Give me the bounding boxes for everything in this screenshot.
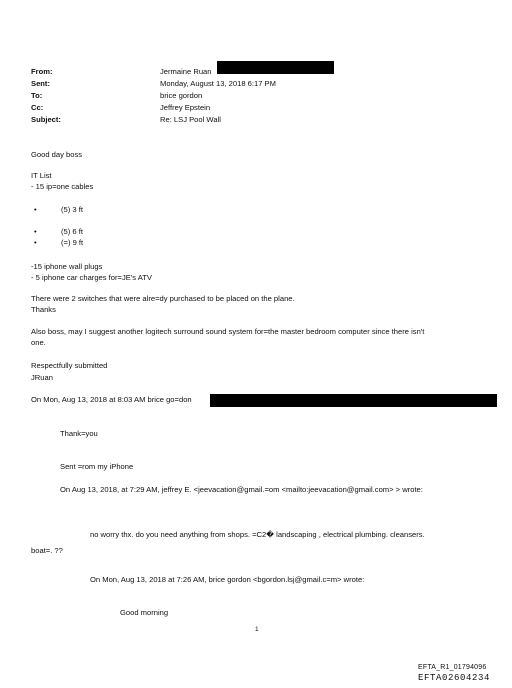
to-value: brice gordon bbox=[160, 91, 203, 100]
switches-line: There were 2 switches that were alre=dy purchased to be placed on the plane. bbox=[31, 294, 295, 303]
bates-number-small: EFTA_R1_01794096 bbox=[418, 664, 487, 671]
list-item-chargers: - 5 iphone car charges for=JE's ATV bbox=[31, 273, 152, 282]
quote2-header: On Aug 13, 2018, at 7:29 AM, jeffrey E. <jeevacation@gmail.=om <mailto:jeevacation@gmail.com> > wrote: bbox=[60, 485, 423, 494]
subject-value: Re: LSJ Pool Wall bbox=[160, 115, 221, 124]
redaction-block bbox=[210, 394, 497, 407]
bullet-icon: • bbox=[34, 205, 37, 214]
sub-item: (5) 6 ft bbox=[61, 227, 83, 236]
list-item-cables: - 15 ip=one cables bbox=[31, 182, 94, 191]
sub-item: (=) 9 ft bbox=[61, 238, 84, 247]
quote2-line-2: boat=. ?? bbox=[31, 546, 63, 555]
list-item-plugs: -15 iphone wall plugs bbox=[31, 262, 103, 271]
thanks-line: Thanks bbox=[31, 305, 56, 314]
subject-label: Subject: bbox=[31, 115, 61, 124]
cc-label: Cc: bbox=[31, 103, 44, 112]
to-label: To: bbox=[31, 91, 43, 100]
it-list-title: IT List bbox=[31, 171, 52, 180]
quote1-sent-from: Sent =rom my iPhone bbox=[60, 462, 134, 471]
bullet-icon: • bbox=[34, 227, 37, 236]
from-label: From: bbox=[31, 67, 53, 76]
quote3-body: Good morning bbox=[120, 608, 169, 617]
suggest-line-2: one. bbox=[31, 338, 46, 347]
quote3-header: On Mon, Aug 13, 2018 at 7:26 AM, brice gordon <bgordon.lsj@gmail.c=m> wrote: bbox=[90, 575, 365, 584]
cc-value: Jeffrey Epstein bbox=[160, 103, 211, 112]
from-value: Jermaine Ruan bbox=[160, 67, 212, 76]
greeting: Good day boss bbox=[31, 150, 83, 159]
suggest-line-1: Also boss, may I suggest another logitech surround sound system for=the master bedroom computer since there isn't bbox=[31, 327, 425, 336]
sub-item: (5) 3 ft bbox=[61, 205, 83, 214]
quote1-thanks: Thank=you bbox=[60, 429, 98, 438]
bullet-icon: • bbox=[34, 238, 37, 247]
redaction-block bbox=[217, 61, 334, 74]
sent-value: Monday, August 13, 2018 6:17 PM bbox=[160, 79, 276, 88]
sent-label: Sent: bbox=[31, 79, 50, 88]
bates-number-large: EFTA02604234 bbox=[418, 673, 491, 683]
signature: JRuan bbox=[31, 373, 53, 382]
quote2-line-1: no worry thx. do you need anything from shops. =C2� landscaping , electrical plumbing. cleansers. bbox=[90, 530, 425, 539]
quote1-header: On Mon, Aug 13, 2018 at 8:03 AM brice go=don bbox=[31, 395, 192, 404]
page-number: 1 bbox=[255, 626, 259, 633]
respectfully-line: Respectfully submitted bbox=[31, 361, 108, 370]
